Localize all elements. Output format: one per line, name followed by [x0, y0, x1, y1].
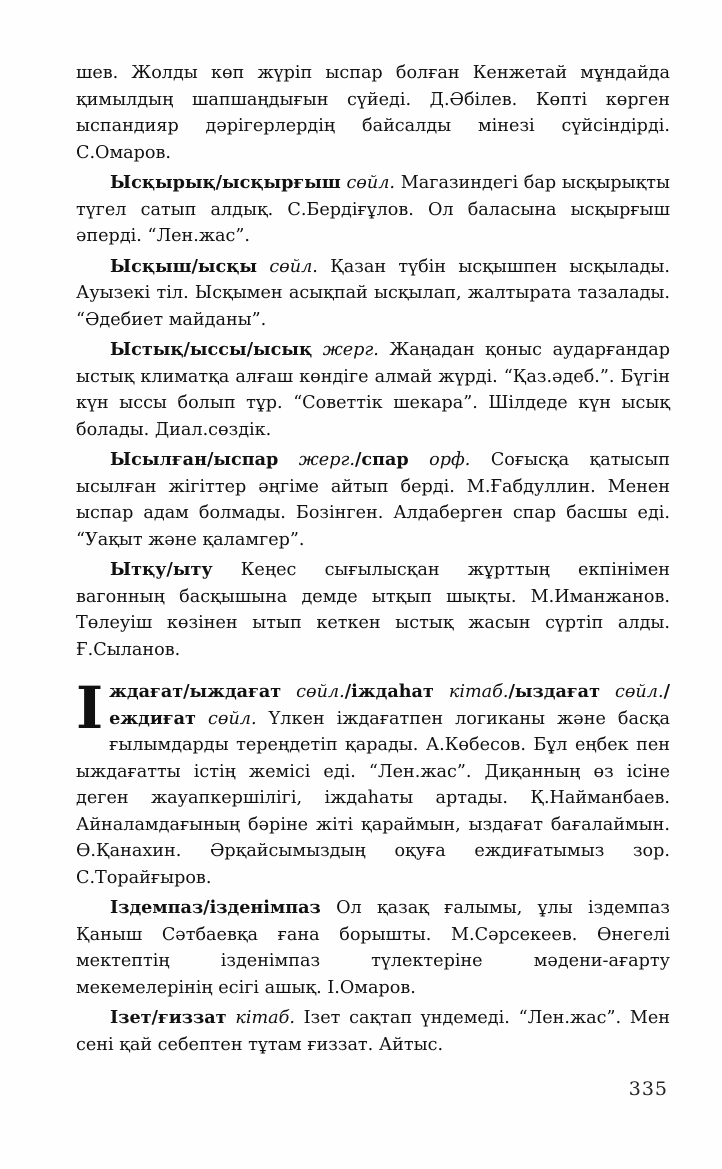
headword: Ыстық/ыссы/ысық: [110, 339, 313, 360]
entry-text: Үлкен іждағатпен логиканы және басқа ғылымдарды тереңдетіп қарады. А.Көбесов. Бұл еңбек пен ыждағатты істің жемісі еді. “Лен.жас”. Диқанның өз ісіне деген жауапкершілігі, іждаһаты артады. Қ.Найманбаев. Айналамдағының бәріне жіті қараймын, ыздағат бағалаймын. Ө.Қанахин. Әрқайсымыздың оқуға еждиғатымыз зор. С.Торайғыров.: [76, 708, 670, 888]
headword: Іздемпаз/ізденімпаз: [110, 897, 321, 918]
entry-ysylgan: [76, 447, 670, 553]
entry-izdempaz: [76, 895, 670, 1001]
entry-ysqysh: [76, 254, 670, 334]
headword: ждағат/ыждағат: [109, 681, 282, 702]
entry-text: Магазиндегі бар ысқырықты түгел сатып алдық. С.Бердіғұлов. Ол баласына ысқырғыш әперді. “Лен.жас”.: [76, 173, 671, 246]
entry-ytqu: [76, 557, 670, 663]
headword: Ытқу/ыту: [110, 559, 213, 580]
entry-text: Қазан түбін ысқышпен ысқылады. Ауызекі тіл. Ысқымен асықпай ысқылап, жалтырата тазалады. “Әдебиет майданы”.: [76, 256, 671, 330]
style-label: сөйл.: [269, 256, 318, 277]
style-label: сөйл.: [614, 682, 664, 702]
style-label: жерг.: [322, 340, 379, 360]
entries-block-y: [76, 60, 670, 663]
style-label: орф.: [429, 450, 471, 470]
continued-entry-paragraph: шев. Жолды көп жүріп ыспар болған Кенжетай мұндайда қимылдың шапшаңдығын сүйеді. Д.Әбілев. Көпті көрген ыспандияр дәрігерлердің байсалды мінезі сүйсіндірді. С.Омаров.: [76, 63, 670, 163]
headword-variant: /еждиғат: [109, 681, 670, 729]
entry-ysqyryq: [76, 170, 670, 250]
headword: Ізет/ғиззат: [110, 1007, 227, 1028]
entry-text: Кеңес сығылысқан жұрттың екпінімен вагонның басқышына демде ытқып шықты. М.Иманжанов. Төлеуіш көзінен ытып кеткен ыстық жасын сүртіп алды. Ғ.Сыланов.: [76, 560, 670, 660]
style-label: жерг.: [298, 450, 355, 470]
page-number: 335: [628, 1078, 668, 1100]
entry-ystyq: [76, 337, 670, 443]
headword: Ысқыш/ысқы: [110, 255, 257, 277]
style-label: сөйл.: [296, 682, 345, 702]
headword: Ысқырық/ысқырғыш: [110, 172, 341, 193]
entry-text: Ол қазақ ғалымы, ұлы іздемпаз Қаныш Сәтбаевқа ғана борышты. М.Сәрсекеев. Өнегелі мектептің ізденімпаз түлектеріне мәдени-ағарту мекемелерінің есігі ашық. І.Омаров.: [76, 898, 670, 998]
entry-text: Жаңадан қоныс аударғандар ыстық климатқа алғаш көндіге алмай жүрді. “Қаз.әдеб.”. Бүгін күн ыссы болып тұр. “Советтік шекара”. Шілдеде күн ысық болады. Диал.сөздік.: [76, 340, 671, 440]
style-label: кітаб.: [448, 682, 509, 702]
style-label: кітаб.: [235, 1008, 295, 1028]
style-label: сөйл.: [208, 708, 257, 729]
entries-block-i: [76, 674, 670, 1058]
entry-izet: [76, 1005, 670, 1058]
headword-variant: /іждаһат: [344, 681, 434, 702]
style-label: сөйл.: [346, 173, 396, 193]
headword-variant: /ыздағат: [508, 681, 600, 702]
drop-cap-letter: І: [76, 674, 104, 742]
entry-izhdagat: [76, 674, 670, 891]
entry-text: Ізет сақтап үндемеді. “Лен.жас”. Мен сені қай себептен тұтам ғиззат. Айтыс.: [76, 1008, 670, 1055]
headword: Ысылған/ыспар: [110, 449, 279, 470]
entry-text: Соғысқа қатысып ысылған жігіттер әңгіме айтып берді. М.Ғабдуллин. Менен ыспар адам болмады. Бозінген. Алдаберген спар басшы еді. “Уақыт және қаламгер”.: [76, 450, 671, 550]
headword-variant: /спар: [354, 449, 409, 470]
